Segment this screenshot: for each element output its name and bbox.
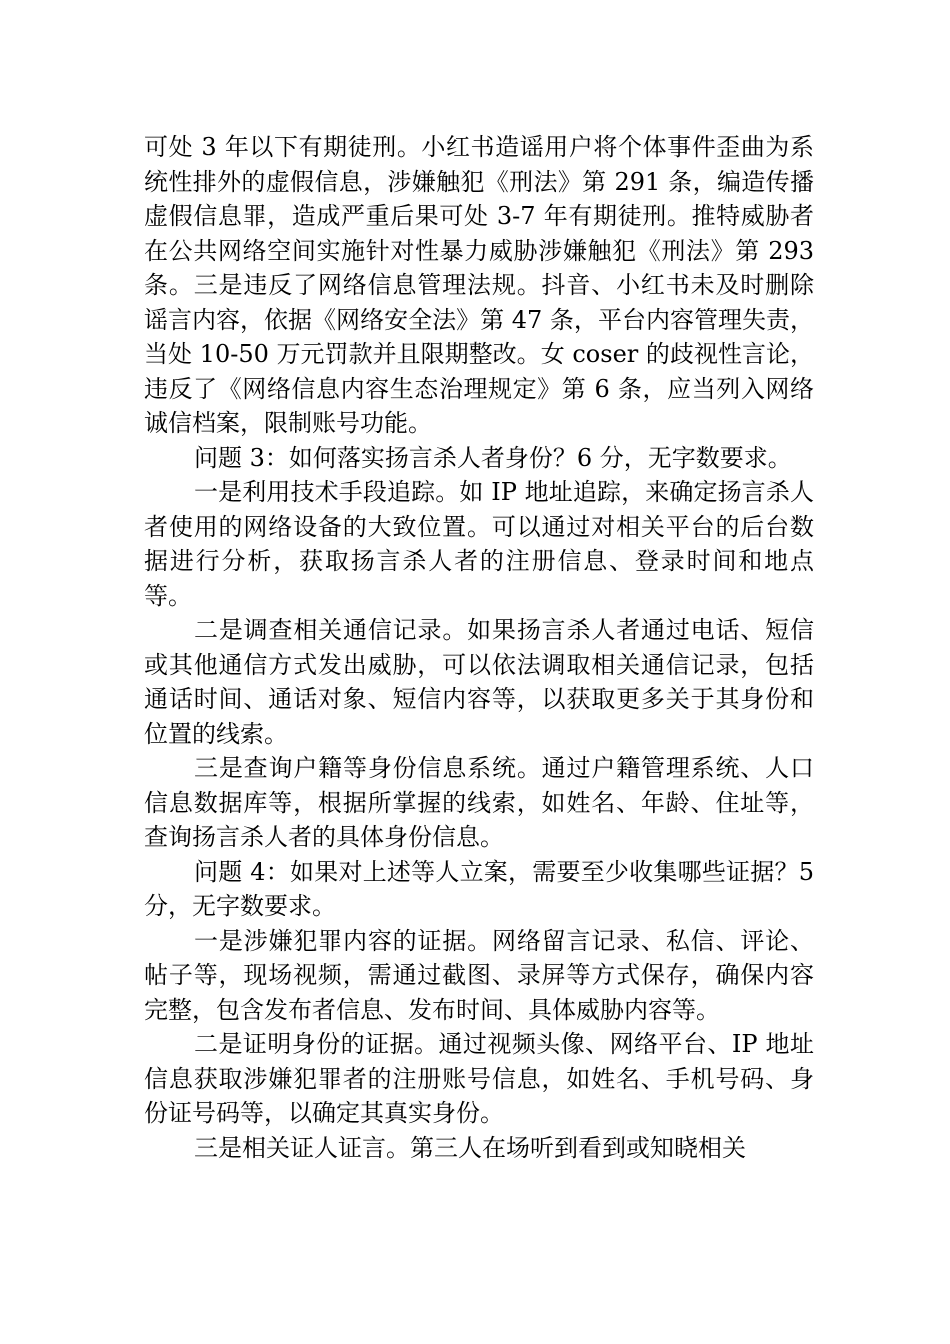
answer-4-point-3: 三是相关证人证言。第三人在场听到看到或知晓相关 [194,1133,746,1162]
answer-3-point-3: 三是查询户籍等身份信息系统。通过户籍管理系统、人口信息数据库等，根据所掌握的线索，如姓名、年龄、住址等，查询扬言杀人者的具体身份信息。 [144,754,814,851]
document-body [144,130,814,1165]
question-4-heading: 问题 4：如果对上述等人立案，需要至少收集哪些证据？5 分，无字数要求。 [144,857,814,920]
answer-3-point-2: 二是调查相关通信记录。如果扬言杀人者通过电话、短信或其他通信方式发出威胁，可以依法调取相关通信记录，包括通话时间、通话对象、短信内容等，以获取更多关于其身份和位置的线索。 [144,616,814,748]
answer-4-point-1: 一是涉嫌犯罪内容的证据。网络留言记录、私信、评论、帖子等，现场视频，需通过截图、录屏等方式保存，确保内容完整，包含发布者信息、发布时间、具体威胁内容等。 [144,926,814,1024]
question-3-heading: 问题 3：如何落实扬言杀人者身份？6 分，无字数要求。 [194,443,792,472]
answer-3-point-1: 一是利用技术手段追踪。如 IP 地址追踪，来确定扬言杀人者使用的网络设备的大致位置。可以通过对相关平台的后台数据进行分析，获取扬言杀人者的注册信息、登录时间和地点等。 [144,478,814,610]
paragraph-legal-analysis: 可处 3 年以下有期徒刑。小红书造谣用户将个体事件歪曲为系统性排外的虚假信息，涉嫌触犯《刑法》第 291 条，编造传播虚假信息罪，造成严重后果可处 3-7 年有期徒刑。推特威胁者在公共网络空间实施针对性暴力威胁涉嫌触犯《刑法》第 293 条。三是违反了网络信息管理法规。抖音、小红书未及时删除谣言内容，依据《网络安全法》第 47 条，平台内容管理失责，当处 10-50 万元罚款并且限期整改。女 coser 的歧视性言论，违反了《网络信息内容生态治理规定》第 6 条，应当列入网络诚信档案，限制账号功能。 [144,133,814,437]
answer-4-point-2: 二是证明身份的证据。通过视频头像、网络平台、IP 地址信息获取涉嫌犯罪者的注册账号信息，如姓名、手机号码、身份证号码等，以确定其真实身份。 [144,1030,814,1127]
